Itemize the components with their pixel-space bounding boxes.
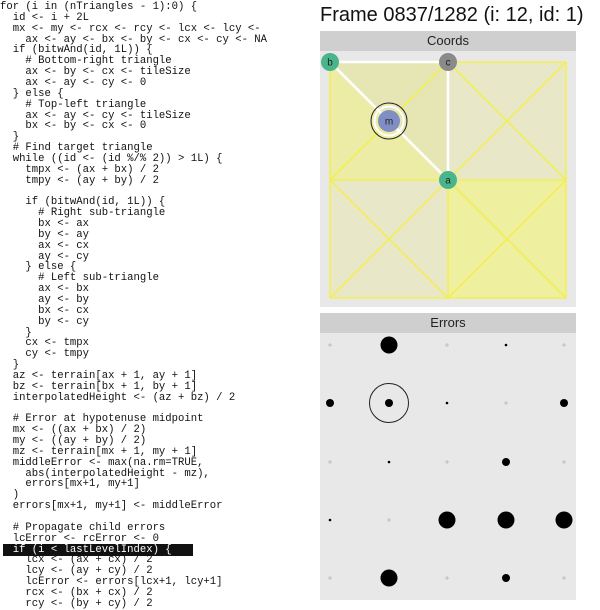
code-line: # Left sub-triangle [0, 272, 159, 285]
code-line: if (i < lastLevelIndex) { [0, 543, 172, 556]
code-line: mz <- terrain[mx + 1, my + 1] [0, 445, 198, 458]
vertex-b [321, 53, 339, 71]
code-line: # Right sub-triangle [0, 207, 166, 220]
code-line: tmpx <- (ax + bx) / 2 [0, 163, 159, 176]
code-line: id <- i + 2L [0, 11, 90, 24]
code-line: lcError <- rcError <- 0 [0, 532, 159, 545]
coords-plot [320, 51, 576, 307]
error-zero-marker [562, 343, 566, 347]
code-line: middleError <- max(na.rm=TRUE, [0, 456, 204, 469]
code-line: cy <- tmpy [0, 348, 90, 361]
frame-title: Frame 0837/1282 (i: 12, id: 1) [320, 4, 584, 26]
code-line: ) [0, 489, 20, 502]
error-zero-marker [562, 460, 566, 464]
code-line: tmpy <- (ay + by) / 2 [0, 174, 159, 187]
code-line: for (i in (nTriangles - 1):0) { [0, 1, 198, 13]
code-line: by <- cy [0, 315, 90, 328]
error-dot [556, 512, 573, 529]
error-dot [560, 399, 568, 407]
error-zero-marker [445, 343, 449, 347]
vertex-label: a [445, 175, 451, 187]
error-zero-marker [445, 460, 449, 464]
code-line: ax <- ay <- cy <- 0 [0, 76, 147, 89]
code-line: lcx <- (ax + cx) / 2 [0, 554, 153, 567]
code-line: ax <- cx [0, 239, 90, 252]
coords-canvas [320, 51, 576, 307]
code-line: # Top-left triangle [0, 98, 147, 111]
code-line: errors[mx+1, my+1] <- middleError [0, 500, 223, 513]
code-line: errors[mx+1, my+1] [0, 478, 140, 491]
code-line: ay <- by [0, 293, 90, 306]
error-dot [385, 399, 393, 407]
vertex-a [439, 171, 457, 189]
error-zero-marker [445, 576, 449, 580]
code-line: ax <- by <- cx <- tileSize [0, 66, 191, 79]
error-zero-marker [504, 401, 508, 405]
code-line: bx <- cx [0, 304, 90, 317]
code-line: ax <- ay <- cy <- tileSize [0, 109, 191, 122]
code-line: # Bottom-right triangle [0, 55, 172, 68]
error-zero-marker [328, 460, 332, 464]
error-zero-marker [387, 518, 391, 522]
error-zero-marker [328, 576, 332, 580]
code-line: interpolatedHeight <- (az + bz) / 2 [0, 391, 236, 404]
errors-grid [320, 333, 576, 600]
code-line: rcy <- (by + cy) / 2 [0, 597, 153, 610]
errors-canvas [320, 333, 576, 600]
code-line: } [0, 131, 20, 144]
code-line: } else { [0, 87, 64, 100]
code-line: ay <- cy [0, 250, 90, 263]
errors-panel [320, 313, 576, 600]
code-line: bx <- ax [0, 218, 90, 230]
vertex-label: m [384, 116, 394, 128]
error-zero-marker [328, 343, 332, 347]
code-line: bz <- terrain[bx + 1, by + 1] [0, 380, 198, 393]
error-dot [329, 519, 332, 522]
error-dot [326, 399, 334, 407]
error-dot [381, 570, 398, 587]
code-line: rcx <- (bx + cx) / 2 [0, 586, 153, 599]
code-line: # Error at hypotenuse midpoint [0, 413, 204, 426]
error-zero-marker [562, 576, 566, 580]
code-line: # Find target triangle [0, 142, 153, 155]
code-line: by <- ay [0, 228, 90, 241]
vertex-c [439, 53, 457, 71]
error-dot [446, 402, 449, 405]
code-line: my <- ((ay + by) / 2) [0, 435, 147, 447]
error-dot [502, 458, 510, 466]
error-dot [505, 344, 508, 347]
code-line: ax <- bx [0, 283, 90, 296]
code-line: mx <- my <- rcx <- rcy <- lcx <- lcy <- [0, 22, 261, 35]
code-line: # Propagate child errors [0, 521, 166, 534]
code-line: az <- terrain[ax + 1, ay + 1] [0, 369, 198, 382]
error-dot [381, 337, 398, 354]
error-dot [498, 512, 515, 529]
error-dot [502, 574, 510, 582]
code-line: } [0, 359, 20, 372]
code-line: lcy <- (ay + cy) / 2 [0, 565, 153, 578]
vertex-label: b [327, 57, 333, 69]
code-line: } [0, 326, 32, 339]
error-dot [439, 512, 456, 529]
vertex-label: c [445, 57, 451, 69]
code-line: cx <- tmpx [0, 337, 90, 350]
code-line: lcError <- errors[lcx+1, lcy+1] [0, 576, 223, 589]
code-line: abs(interpolatedHeight - mz), [0, 467, 210, 480]
code-line: } else { [0, 261, 77, 274]
code-line: mx <- ((ax + bx) / 2) [0, 424, 147, 437]
code-line: bx <- by <- cx <- 0 [0, 120, 147, 133]
code-line: while ((id <- (id %/% 2)) > 1L) { [0, 152, 223, 165]
errors-panel-title: Errors [320, 313, 576, 333]
code-line: if (bitwAnd(id, 1L)) { [0, 44, 153, 57]
code-line: if (bitwAnd(id, 1L)) { [0, 196, 166, 209]
code-line: ax <- ay <- bx <- by <- cx <- cy <- NA [0, 33, 268, 46]
error-dot [388, 461, 391, 464]
coords-panel [320, 31, 576, 307]
coords-panel-title: Coords [320, 31, 576, 51]
